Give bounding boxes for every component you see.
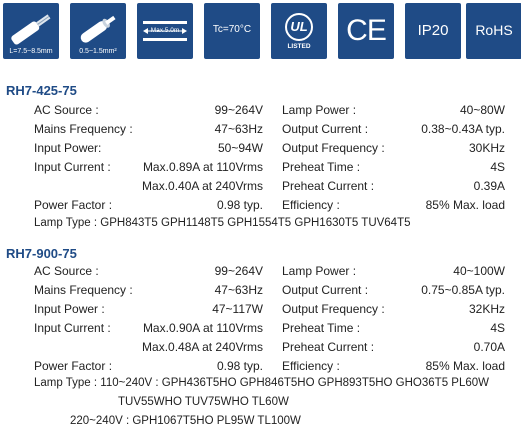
icon-caption: 0.5~1.5mm²	[79, 48, 117, 55]
spec-value: 0.98 typ.	[216, 359, 263, 373]
spec-value: 4S	[490, 160, 505, 174]
spec-label: Preheat Current :	[282, 179, 375, 193]
spec-value: Max.0.89A at 110Vrms	[142, 160, 263, 174]
ip20-icon	[405, 3, 461, 59]
icon-caption: L=7.5~8.5mm	[9, 48, 53, 55]
spec-label: Power Factor :	[34, 359, 113, 373]
spec-label: Output Frequency :	[282, 302, 385, 316]
spec-label: Mains Frequency :	[34, 283, 133, 297]
spec-value: 47~63Hz	[214, 283, 263, 297]
icon-text: CE	[346, 14, 386, 47]
spec-value: Max.0.40A at 240Vrms	[142, 179, 263, 193]
icon-caption: LISTED	[287, 43, 311, 50]
icon-text: UL	[290, 19, 308, 34]
spec-value: 99~264V	[214, 264, 263, 278]
spec-label: Input Power:	[34, 141, 102, 155]
lamp-type-line: Lamp Type : 110~240V : GPH436T5HO GPH846T5HO GPH893T5HO GHO36T5 PL60W	[34, 377, 489, 389]
spec-value: 0.38~0.43A typ.	[421, 122, 505, 136]
wire-strip-length-icon	[3, 3, 59, 59]
spec-value: 50~94W	[217, 141, 263, 155]
icon-caption: Max.5.0m	[150, 27, 180, 34]
spec-label: Lamp Power :	[282, 103, 357, 117]
spec-label: Preheat Time :	[282, 160, 361, 174]
spec-value: 40~100W	[453, 264, 505, 278]
spec-label: Input Current :	[34, 160, 111, 174]
spec-value: 47~117W	[212, 302, 263, 316]
spec-label: Preheat Current :	[282, 340, 375, 354]
spec-value: 32KHz	[468, 302, 505, 316]
ul-listed-icon	[271, 3, 327, 59]
spec-value: 0.75~0.85A typ.	[421, 283, 505, 297]
spec-label: Efficiency :	[282, 359, 340, 373]
spec-value: 85% Max. load	[425, 198, 505, 212]
spec-label: AC Source :	[34, 103, 99, 117]
spec-value: 85% Max. load	[425, 359, 505, 373]
spec-value: Max.0.90A at 110Vrms	[142, 321, 263, 335]
spec-label: Efficiency :	[282, 198, 340, 212]
spec-label: Output Current :	[282, 122, 369, 136]
spec-label: Output Frequency :	[282, 141, 385, 155]
spec-label: Preheat Time :	[282, 321, 361, 335]
lamp-type-line: Lamp Type : GPH843T5 GPH1148T5 GPH1554T5 GPH1630T5 TUV64T5	[34, 217, 411, 229]
spec-value: 47~63Hz	[214, 122, 263, 136]
icon-text: IP20	[417, 22, 449, 39]
icon-text: Tc=70°C	[212, 24, 252, 35]
ce-mark-icon	[338, 3, 394, 59]
spec-value: 30KHz	[468, 141, 505, 155]
temperature-rating-icon	[204, 3, 260, 59]
spec-label: Input Power :	[34, 302, 105, 316]
icon-text: RoHS	[475, 22, 513, 38]
spec-value: 0.39A	[473, 179, 505, 193]
spec-value: 4S	[490, 321, 505, 335]
spec-value: 40~80W	[459, 103, 505, 117]
spec-value: 99~264V	[214, 103, 263, 117]
max-wire-length-icon	[137, 3, 193, 59]
rohs-icon	[466, 3, 521, 59]
spec-label: AC Source :	[34, 264, 99, 278]
wire-gauge-icon	[70, 3, 126, 59]
spec-value: Max.0.48A at 240Vrms	[142, 340, 263, 354]
spec-value: 0.98 typ.	[216, 198, 263, 212]
spec-label: Input Current :	[34, 321, 111, 335]
lamp-type-line: TUV55WHO TUV75WHO TL60W	[118, 396, 289, 408]
model-title: RH7-900-75	[6, 246, 77, 261]
spec-value: 0.70A	[473, 340, 505, 354]
lamp-type-line: 220~240V : GPH1067T5HO PL95W TL100W	[70, 415, 301, 427]
spec-label: Output Current :	[282, 283, 369, 297]
model-title: RH7-425-75	[6, 83, 77, 98]
spec-label: Power Factor :	[34, 198, 113, 212]
spec-label: Mains Frequency :	[34, 122, 133, 136]
spec-label: Lamp Power :	[282, 264, 357, 278]
